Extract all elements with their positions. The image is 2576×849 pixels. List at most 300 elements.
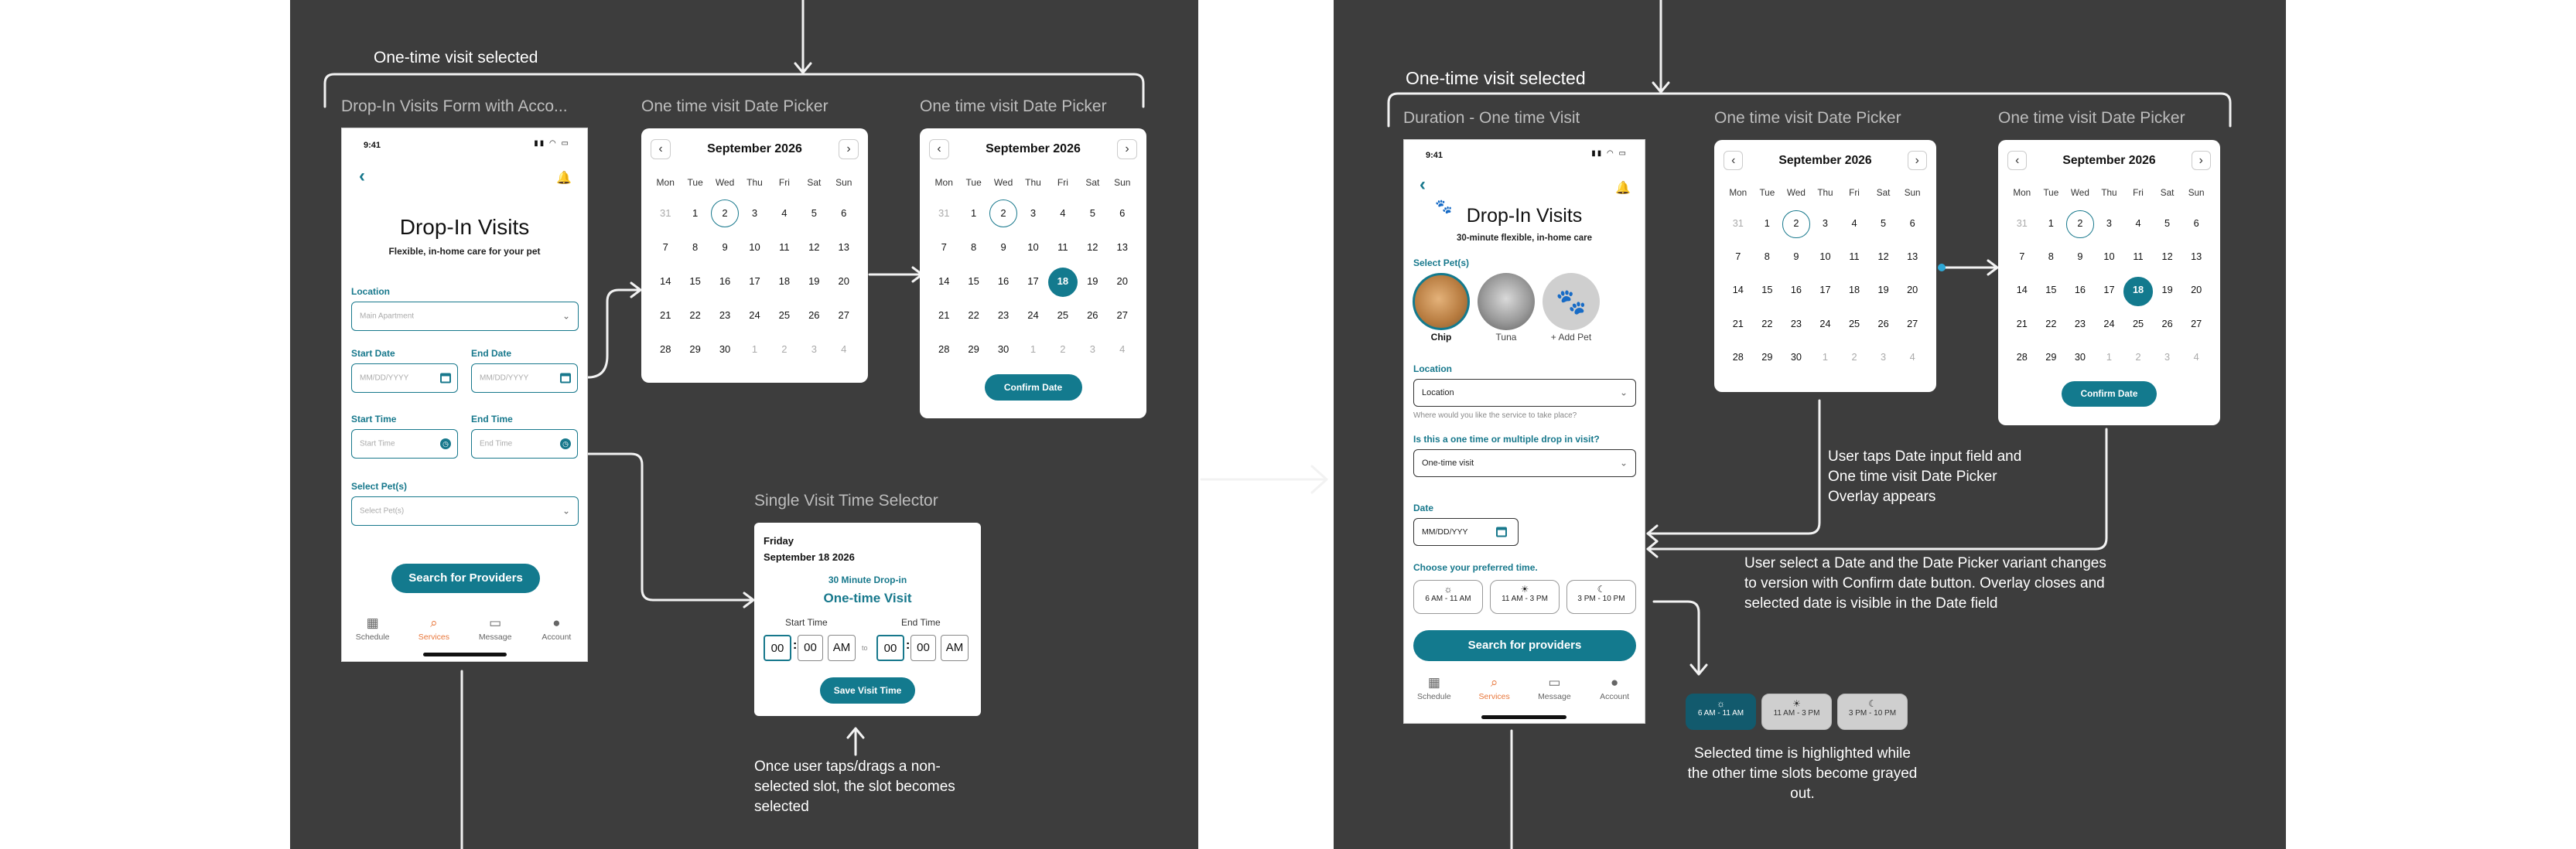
calendar-day[interactable]: 3	[2164, 350, 2171, 363]
date-label: Date	[1413, 503, 1434, 513]
tab-message[interactable]: ▭ Message	[1525, 675, 1585, 701]
start-minute-input[interactable]: 00	[798, 635, 823, 661]
tab-account[interactable]: ● Account	[1584, 675, 1645, 701]
calendar-day[interactable]: 31	[2016, 217, 2028, 230]
calendar-day[interactable]: 21	[938, 309, 950, 321]
to-text: to	[862, 644, 868, 652]
calendar-day[interactable]: 29	[689, 343, 701, 355]
location-label: Location	[1413, 363, 1452, 374]
calendar-day[interactable]: 2	[1851, 350, 1857, 363]
frame-label-picker-c: One time visit Date Picker	[1714, 109, 1901, 127]
calendar-day[interactable]: 17	[749, 275, 760, 287]
calendar-day[interactable]: 8	[1764, 251, 1770, 263]
weekday-label: Sat	[1085, 177, 1100, 188]
calendar-day[interactable]: 2	[1782, 206, 1811, 240]
calendar-day[interactable]: 9	[1793, 251, 1799, 263]
user-taps-note: User taps Date input field and One time visit Date Picker Overlay appears	[1828, 448, 2022, 505]
prev-month-button[interactable]: ‹	[2007, 151, 2027, 170]
confirm-date-button[interactable]: Confirm Date	[985, 374, 1082, 401]
message-icon: ▭	[489, 615, 502, 630]
calendar-day[interactable]: 27	[1907, 317, 1918, 329]
calendar-icon[interactable]	[440, 373, 451, 384]
clock-icon[interactable]: ◷	[440, 438, 451, 449]
calendar-day[interactable]: 13	[838, 241, 849, 253]
weekday-label: Fri	[2133, 187, 2144, 198]
calendar-day[interactable]: 18	[778, 275, 791, 287]
avatar	[1413, 273, 1470, 330]
calendar-day[interactable]: 15	[968, 275, 979, 287]
single-visit-time-selector	[754, 523, 981, 716]
search-providers-button[interactable]: Search for providers	[1413, 630, 1636, 661]
left-group-header: One-time visit selected	[374, 49, 538, 66]
calendar-day[interactable]: 28	[938, 343, 950, 355]
end-hour-input[interactable]: 00	[876, 635, 904, 661]
calendar-day[interactable]: 26	[2161, 317, 2173, 329]
chevron-down-icon: ⌄	[1619, 457, 1628, 469]
weekday-header	[651, 177, 859, 188]
calendar-week	[651, 264, 859, 298]
calendar-week	[1724, 206, 1927, 240]
confirm-date-button[interactable]: Confirm Date	[2062, 381, 2157, 407]
calendar-day[interactable]: 15	[1761, 284, 1773, 296]
visit-type-dropdown[interactable]	[1413, 449, 1636, 477]
highlighted-slot-grayed-midday[interactable]: ☀ 11 AM - 3 PM	[1761, 694, 1832, 730]
calendar-day[interactable]: 9	[2077, 251, 2083, 263]
chevron-left-icon[interactable]: ‹	[359, 165, 365, 186]
status-icons: ▮▮ ◠ ▭	[534, 139, 570, 148]
time-slot-midday[interactable]: ☀ 11 AM - 3 PM	[1490, 580, 1560, 614]
calendar-day[interactable]: 4	[1909, 350, 1915, 363]
calendar-day[interactable]: 4	[2135, 217, 2141, 230]
calendar-day[interactable]: 11	[2133, 251, 2144, 263]
tab-services[interactable]: ⌕ Services	[1464, 675, 1525, 701]
calendar-day[interactable]: 1	[1764, 217, 1770, 230]
start-date-label: Start Date	[351, 348, 395, 359]
date-picker-b	[920, 128, 1146, 418]
calendar-day[interactable]: 10	[1819, 251, 1831, 263]
calendar-day[interactable]: 31	[938, 207, 950, 219]
right-group-header: One-time visit selected	[1406, 68, 1586, 88]
end-time-field[interactable]	[471, 429, 578, 459]
calendar-day[interactable]: 18	[1048, 264, 1078, 298]
calendar-day[interactable]: 23	[2074, 317, 2086, 329]
calendar-week	[651, 196, 859, 230]
calendar-day[interactable]: 4	[841, 343, 847, 355]
location-hint: Where would you like the service to take place?	[1413, 411, 1577, 420]
calendar-week	[2007, 340, 2211, 373]
calendar-day[interactable]: 30	[1790, 350, 1802, 363]
pets-dropdown[interactable]	[351, 496, 579, 526]
weekday-label: Thu	[746, 177, 763, 188]
location-dropdown[interactable]	[1413, 379, 1636, 407]
next-month-button[interactable]: ›	[1117, 139, 1137, 159]
calendar-day[interactable]: 29	[2045, 350, 2057, 363]
next-month-button[interactable]: ›	[839, 139, 859, 159]
month-title: September 2026	[1778, 153, 1872, 167]
calendar-day[interactable]: 19	[2161, 284, 2173, 296]
calendar-day[interactable]: 30	[2074, 350, 2086, 363]
weekday-label: Fri	[778, 177, 790, 188]
start-hour-input[interactable]: 00	[764, 635, 791, 661]
search-icon: ⌕	[1490, 675, 1498, 690]
calendar-day[interactable]: 14	[659, 275, 671, 287]
calendar-week	[651, 298, 859, 332]
visit-type-label: Is this a one time or multiple drop in visit?	[1413, 434, 1600, 445]
search-providers-button[interactable]: Search for Providers	[391, 564, 540, 593]
calendar-day[interactable]: 15	[689, 275, 701, 287]
calendar-week	[651, 332, 859, 367]
drop-in-form-screen	[341, 128, 588, 662]
weekday-label: Sun	[1114, 177, 1131, 188]
calendar-day[interactable]: 1	[1822, 350, 1829, 363]
calendar-day[interactable]: 4	[1851, 217, 1857, 230]
start-ampm-input[interactable]: AM	[828, 635, 856, 661]
weekday-label: Sun	[2188, 187, 2205, 198]
tab-services[interactable]: ⌕ Services	[403, 615, 464, 642]
calendar-day[interactable]: 2	[2065, 206, 2095, 240]
calendar-day[interactable]: 22	[1761, 317, 1773, 329]
calendar-day[interactable]: 1	[692, 207, 699, 219]
calendar-day[interactable]: 10	[2103, 251, 2115, 263]
weekday-header	[1724, 188, 1927, 198]
clock-icon[interactable]: ◷	[560, 438, 571, 449]
calendar-week	[1724, 307, 1927, 340]
calendar-day[interactable]: 28	[2016, 350, 2028, 363]
page-subtitle: Flexible, in-home care for your pet	[388, 246, 541, 257]
sunrise-icon: ☼	[1443, 584, 1453, 595]
calendar-day[interactable]: 2	[781, 343, 787, 355]
add-pet-label: + Add Pet	[1550, 332, 1592, 343]
date-picker-a	[641, 128, 868, 383]
paw-icon: 🐾	[1543, 273, 1600, 330]
calendar-day[interactable]: 12	[1877, 251, 1889, 263]
chevron-left-icon[interactable]: ‹	[1420, 174, 1426, 195]
start-date-field[interactable]	[351, 363, 458, 393]
chevron-down-icon: ⌄	[1619, 387, 1628, 398]
status-time: 9:41	[364, 141, 381, 150]
sun-icon: ☀	[1520, 584, 1529, 595]
calendar-day[interactable]: 31	[1732, 217, 1744, 230]
calendar-day[interactable]: 6	[841, 207, 847, 219]
home-indicator	[423, 653, 507, 656]
calendar-day[interactable]: 23	[997, 309, 1010, 321]
duration-one-time-screen	[1403, 139, 1645, 724]
calendar-day[interactable]: 7	[941, 241, 947, 253]
pet-tuna[interactable]	[1477, 273, 1536, 343]
calendar-week	[929, 332, 1137, 367]
calendar-day[interactable]: 6	[2193, 217, 2199, 230]
calendar-day[interactable]: 21	[2016, 317, 2028, 329]
weekday-header	[2007, 188, 2211, 198]
user-icon: ●	[552, 615, 561, 630]
calendar-day[interactable]: 20	[1907, 284, 1918, 296]
calendar-day[interactable]: 1	[2048, 217, 2054, 230]
calendar-day[interactable]: 9	[722, 241, 728, 253]
calendar-day[interactable]: 29	[1761, 350, 1773, 363]
calendar-day[interactable]: 1	[971, 207, 977, 219]
calendar-day[interactable]: 21	[659, 309, 671, 321]
weekday-label: Sun	[1904, 187, 1921, 198]
weekday-label: Mon	[656, 177, 675, 188]
calendar-day[interactable]: 28	[1732, 350, 1744, 363]
calendar-day[interactable]: 30	[997, 343, 1010, 355]
sunrise-icon: ☼	[1717, 698, 1725, 709]
bell-icon[interactable]: 🔔	[1615, 182, 1631, 195]
calendar-day[interactable]: 4	[1060, 207, 1066, 219]
calendar-day[interactable]: 27	[838, 309, 849, 321]
pets-placeholder: Select Pet(s)	[360, 506, 405, 516]
visit-date: September 18 2026	[764, 551, 855, 563]
next-month-button[interactable]: ›	[2192, 151, 2211, 170]
calendar-day[interactable]: 1	[2106, 350, 2113, 363]
calendar-day[interactable]: 4	[2193, 350, 2199, 363]
calendar-tab-icon: ▦	[366, 615, 379, 630]
next-month-button[interactable]: ›	[1908, 151, 1927, 170]
calendar-day[interactable]: 19	[808, 275, 820, 287]
sun-icon: ☀	[1792, 698, 1801, 709]
calendar-day[interactable]: 7	[662, 241, 668, 253]
end-date-label: End Date	[471, 348, 512, 359]
calendar-day[interactable]: 3	[1881, 350, 1887, 363]
weekday-label: Tue	[1759, 187, 1775, 198]
drag-note: Once user taps/drags a non-selected slot, the slot becomes selected	[754, 759, 955, 815]
calendar-day[interactable]: 3	[2106, 217, 2113, 230]
weekday-label: Thu	[2101, 187, 2117, 198]
calendar-day[interactable]: 13	[1907, 251, 1918, 263]
calendar-day[interactable]: 27	[2191, 317, 2202, 329]
calendar-day[interactable]: 25	[1848, 317, 1860, 329]
pets-label: Select Pet(s)	[1413, 257, 1470, 268]
page-title: Drop-In Visits	[1466, 205, 1583, 227]
weekday-label: Fri	[1849, 187, 1860, 198]
calendar-day[interactable]: 24	[1819, 317, 1831, 329]
calendar-day[interactable]: 3	[1030, 207, 1037, 219]
calendar-day[interactable]: 19	[1877, 284, 1889, 296]
calendar-week	[2007, 307, 2211, 340]
tab-schedule[interactable]: ▦ Schedule	[342, 615, 403, 642]
tab-bar	[342, 615, 587, 642]
calendar-day[interactable]: 26	[808, 309, 820, 321]
highlight-note: Selected time is highlighted while the other time slots become grayed out.	[1687, 745, 1918, 802]
calendar-day[interactable]: 11	[779, 241, 790, 253]
moon-icon: ☾	[1868, 698, 1877, 709]
highlighted-slot-selected[interactable]: ☼ 6 AM - 11 AM	[1686, 694, 1756, 730]
calendar-icon[interactable]	[560, 373, 571, 384]
calendar-week	[1724, 240, 1927, 273]
calendar-day[interactable]: 26	[1087, 309, 1098, 321]
calendar-day[interactable]: 5	[1089, 207, 1095, 219]
calendar-day[interactable]: 25	[1057, 309, 1069, 321]
highlighted-slot-grayed-evening[interactable]: ☾ 3 PM - 10 PM	[1837, 694, 1908, 730]
calendar-day[interactable]: 5	[2164, 217, 2171, 230]
save-visit-time-button[interactable]: Save Visit Time	[820, 677, 915, 704]
calendar-week	[929, 230, 1137, 264]
calendar-day[interactable]: 6	[1909, 217, 1915, 230]
calendar-day[interactable]: 16	[997, 275, 1010, 287]
prev-month-button[interactable]: ‹	[651, 139, 671, 159]
calendar-day[interactable]: 8	[2048, 251, 2054, 263]
calendar-day[interactable]: 26	[1877, 317, 1889, 329]
calendar-day[interactable]: 16	[2074, 284, 2086, 296]
calendar-day[interactable]: 25	[2132, 317, 2144, 329]
calendar-day[interactable]: 15	[2045, 284, 2057, 296]
calendar-day[interactable]: 29	[968, 343, 979, 355]
time-label: Choose your preferred time.	[1413, 562, 1538, 573]
calendar-day[interactable]: 3	[1822, 217, 1829, 230]
calendar-day[interactable]: 16	[719, 275, 731, 287]
location-label: Location	[351, 286, 390, 297]
calendar-day[interactable]: 16	[1790, 284, 1802, 296]
calendar-day[interactable]: 19	[1087, 275, 1098, 287]
calendar-week	[651, 230, 859, 264]
visit-duration: 30 Minute Drop-in	[828, 575, 907, 585]
home-indicator	[1481, 715, 1566, 719]
calendar-day[interactable]: 11	[1849, 251, 1860, 263]
date-placeholder: MM/DD/YYY	[1422, 527, 1468, 537]
calendar-day[interactable]: 22	[689, 309, 701, 321]
frame-label-form: Drop-In Visits Form with Acco...	[341, 97, 568, 115]
calendar-day[interactable]: 11	[1057, 241, 1068, 253]
status-time: 9:41	[1426, 151, 1443, 160]
tab-account[interactable]: ● Account	[526, 615, 587, 642]
tab-bar	[1404, 675, 1645, 701]
calendar-icon[interactable]	[1496, 527, 1507, 537]
frame-label-picker-a: One time visit Date Picker	[641, 97, 828, 115]
calendar-day[interactable]: 3	[811, 343, 817, 355]
time-slot-morning[interactable]: ☼ 6 AM - 11 AM	[1413, 580, 1483, 614]
colon: :	[906, 639, 910, 652]
weekday-label: Mon	[1729, 187, 1748, 198]
start-time-label: Start Time	[351, 414, 397, 424]
calendar-day[interactable]: 24	[2103, 317, 2115, 329]
weekday-label: Tue	[965, 177, 982, 188]
calendar-day[interactable]: 31	[659, 207, 671, 219]
calendar-day[interactable]: 8	[692, 241, 699, 253]
pet-name: Chip	[1430, 332, 1452, 343]
location-dropdown[interactable]	[351, 302, 579, 331]
weekday-label: Tue	[687, 177, 703, 188]
calendar-day[interactable]: 27	[1116, 309, 1128, 321]
calendar-day[interactable]: 5	[811, 207, 817, 219]
pets-label: Select Pet(s)	[351, 481, 408, 492]
calendar-week	[2007, 206, 2211, 240]
avatar	[1478, 273, 1535, 330]
calendar-day[interactable]: 17	[1027, 275, 1039, 287]
calendar-day[interactable]: 12	[808, 241, 820, 253]
weekday-label: Sun	[835, 177, 852, 188]
calendar-day[interactable]: 17	[2103, 284, 2115, 296]
prev-month-button[interactable]: ‹	[1724, 151, 1743, 170]
page-subtitle: 30-minute flexible, in-home care	[1456, 234, 1593, 243]
tab-schedule[interactable]: ▦ Schedule	[1404, 675, 1464, 701]
end-date-field[interactable]	[471, 363, 578, 393]
calendar-day[interactable]: 1	[751, 343, 758, 355]
calendar-day[interactable]: 21	[1732, 317, 1744, 329]
calendar-day[interactable]: 24	[749, 309, 760, 321]
bell-icon[interactable]: 🔔	[556, 172, 572, 185]
calendar-day[interactable]: 7	[1735, 251, 1741, 263]
time-slot-evening[interactable]: ☾ 3 PM - 10 PM	[1566, 580, 1636, 614]
calendar-day[interactable]: 13	[2191, 251, 2202, 263]
message-icon: ▭	[1548, 675, 1561, 690]
calendar-day[interactable]: 25	[778, 309, 791, 321]
calendar-day[interactable]: 14	[1732, 284, 1744, 296]
calendar-day[interactable]: 2	[989, 196, 1018, 230]
calendar-day[interactable]: 20	[1116, 275, 1128, 287]
weekday-label: Sat	[1876, 187, 1891, 198]
chevron-down-icon: ⌄	[562, 310, 570, 322]
calendar-day[interactable]: 12	[2161, 251, 2173, 263]
calendar-day[interactable]: 8	[971, 241, 977, 253]
calendar-day[interactable]: 18	[1848, 284, 1860, 296]
calendar-day[interactable]: 2	[2135, 350, 2141, 363]
tab-message[interactable]: ▭ Message	[465, 615, 526, 642]
calendar-day[interactable]: 2	[710, 196, 740, 230]
calendar-day[interactable]: 18	[2123, 273, 2153, 306]
calendar-day[interactable]: 23	[719, 309, 731, 321]
calendar-day[interactable]: 4	[1119, 343, 1126, 355]
calendar-day[interactable]: 6	[1119, 207, 1126, 219]
calendar-day[interactable]: 1	[1030, 343, 1037, 355]
calendar-day[interactable]: 2	[1060, 343, 1066, 355]
month-title: September 2026	[707, 142, 802, 155]
start-time-field[interactable]	[351, 429, 458, 459]
month-title: September 2026	[986, 142, 1081, 155]
start-date-placeholder: MM/DD/YYYY	[360, 373, 409, 383]
calendar-day[interactable]: 14	[938, 275, 950, 287]
end-ampm-input[interactable]: AM	[941, 635, 969, 661]
calendar-day[interactable]: 22	[968, 309, 979, 321]
end-time-caption: End Time	[901, 617, 941, 628]
calendar-week	[929, 264, 1137, 298]
calendar-day[interactable]: 3	[1089, 343, 1095, 355]
calendar-week	[2007, 240, 2211, 273]
date-field[interactable]	[1413, 518, 1519, 546]
calendar-day[interactable]: 23	[1790, 317, 1802, 329]
calendar-day[interactable]: 24	[1027, 309, 1039, 321]
start-time-placeholder: Start Time	[360, 439, 395, 448]
calendar-day[interactable]: 30	[719, 343, 731, 355]
calendar-day[interactable]: 22	[2045, 317, 2057, 329]
calendar-day[interactable]: 13	[1116, 241, 1128, 253]
weekday-label: Tue	[2043, 187, 2059, 198]
calendar-tab-icon: ▦	[1427, 675, 1440, 690]
calendar-day[interactable]: 12	[1087, 241, 1098, 253]
calendar-day[interactable]: 9	[1000, 241, 1006, 253]
calendar-day[interactable]: 14	[2016, 284, 2028, 296]
calendar-day[interactable]: 7	[2019, 251, 2025, 263]
weekday-label: Wed	[993, 177, 1013, 188]
search-icon: ⌕	[430, 615, 438, 630]
calendar-day[interactable]: 17	[1819, 284, 1831, 296]
end-minute-input[interactable]: 00	[910, 635, 936, 661]
pet-name: Tuna	[1495, 332, 1517, 343]
calendar-day[interactable]: 5	[1881, 217, 1887, 230]
calendar-day[interactable]: 10	[749, 241, 760, 253]
calendar-day[interactable]: 20	[838, 275, 849, 287]
add-pet-button[interactable]	[1542, 273, 1601, 343]
calendar-day[interactable]: 20	[2191, 284, 2202, 296]
prev-month-button[interactable]: ‹	[929, 139, 949, 159]
calendar-week	[2007, 273, 2211, 306]
calendar-day[interactable]: 4	[781, 207, 787, 219]
calendar-day[interactable]: 3	[751, 207, 758, 219]
calendar-day[interactable]: 28	[659, 343, 671, 355]
user-select-note: User select a Date and the Date Picker variant changes to version with Confirm date button. Overlay closes and selected date is visible in the Date field	[1744, 555, 2106, 612]
calendar-day[interactable]: 10	[1027, 241, 1039, 253]
frame-label-picker-b: One time visit Date Picker	[920, 97, 1107, 115]
pet-chip[interactable]	[1412, 273, 1471, 343]
